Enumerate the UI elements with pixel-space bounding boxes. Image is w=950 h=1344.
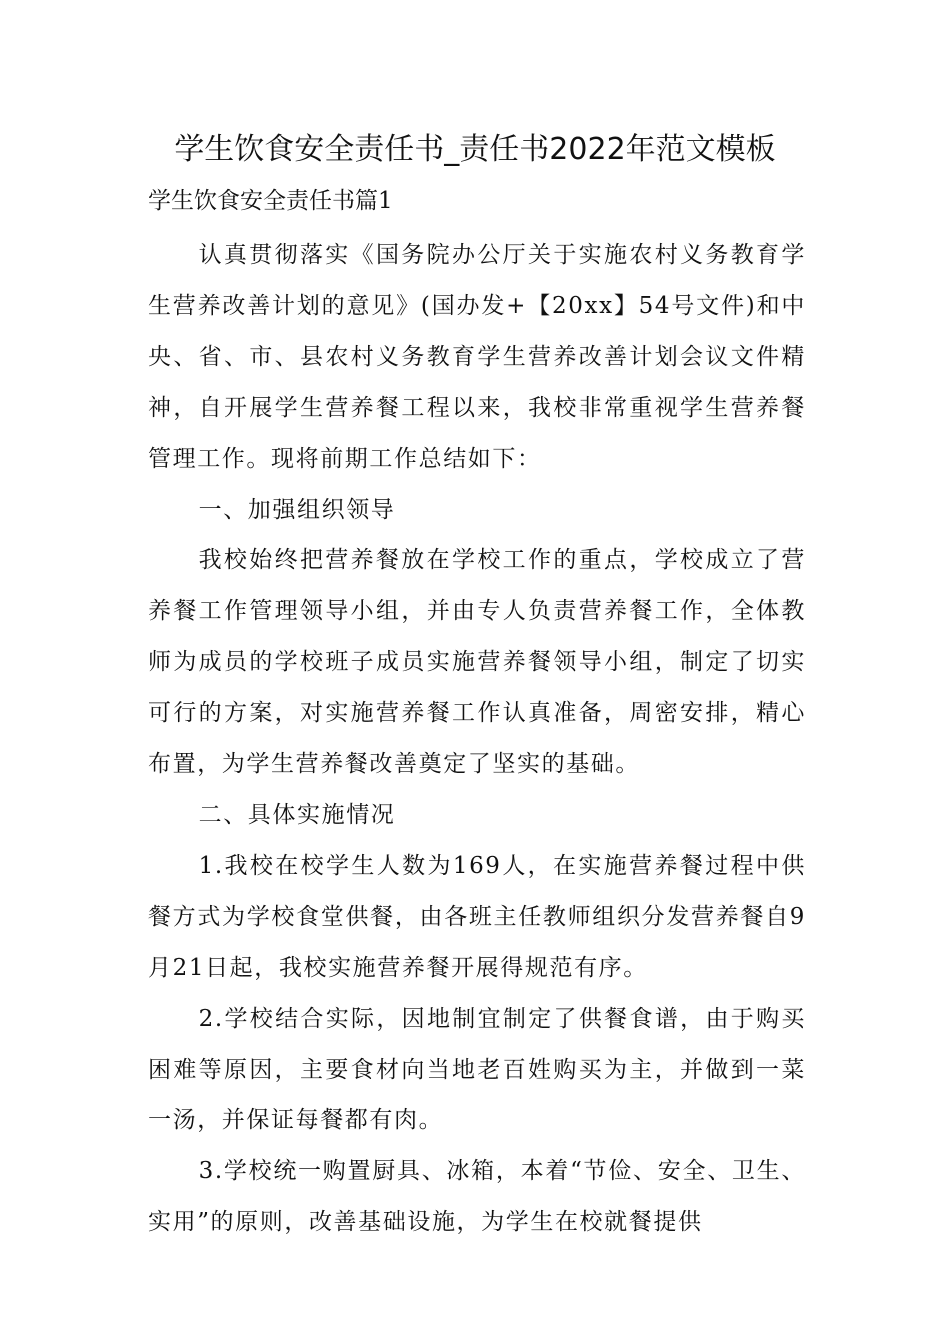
heading-implementation: 二、具体实施情况: [198, 801, 396, 828]
paragraph-item-1: 1.我校在校学生人数为169人，在实施营养餐过程中供餐方式为学校食堂供餐，由各班主任教师组织分发营养餐自9月21日起，我校实施营养餐开展得规范有序。: [148, 852, 806, 981]
paragraph-intro: 认真贯彻落实《国务院办公厅关于实施农村义务教育学生营养改善计划的意见》(国办发+【20xx】54号文件)和中央、省、市、县农村义务教育学生营养改善计划会议文件精神，自开展学生营养餐工程以来，我校非常重视学生营养餐管理工作。现将前期工作总结如下：: [148, 242, 806, 472]
heading-organization: 一、加强组织领导: [198, 496, 396, 523]
paragraph-organization: 我校始终把营养餐放在学校工作的重点，学校成立了营养餐工作管理领导小组，并由专人负责营养餐工作，全体教师为成员的学校班子成员实施营养餐领导小组，制定了切实可行的方案，对实施营养餐工作认真准备，周密安排，精心布置，为学生营养餐改善奠定了坚实的基础。: [148, 547, 806, 778]
section-heading: 学生饮食安全责任书篇1: [148, 188, 393, 214]
paragraph-item-3: 3.学校统一购置厨具、冰箱，本着“节俭、安全、卫生、实用”的原则，改善基础设施，为学生在校就餐提供: [148, 1158, 806, 1236]
document-body: [148, 230, 806, 1248]
document-title: 学生饮食安全责任书_责任书2022年范文模板: [174, 132, 776, 167]
paragraph-item-2: 2.学校结合实际，因地制宜制定了供餐食谱，由于购买困难等原因，主要食材向当地老百姓购买为主，并做到一菜一汤，并保证每餐都有肉。: [148, 1005, 806, 1134]
